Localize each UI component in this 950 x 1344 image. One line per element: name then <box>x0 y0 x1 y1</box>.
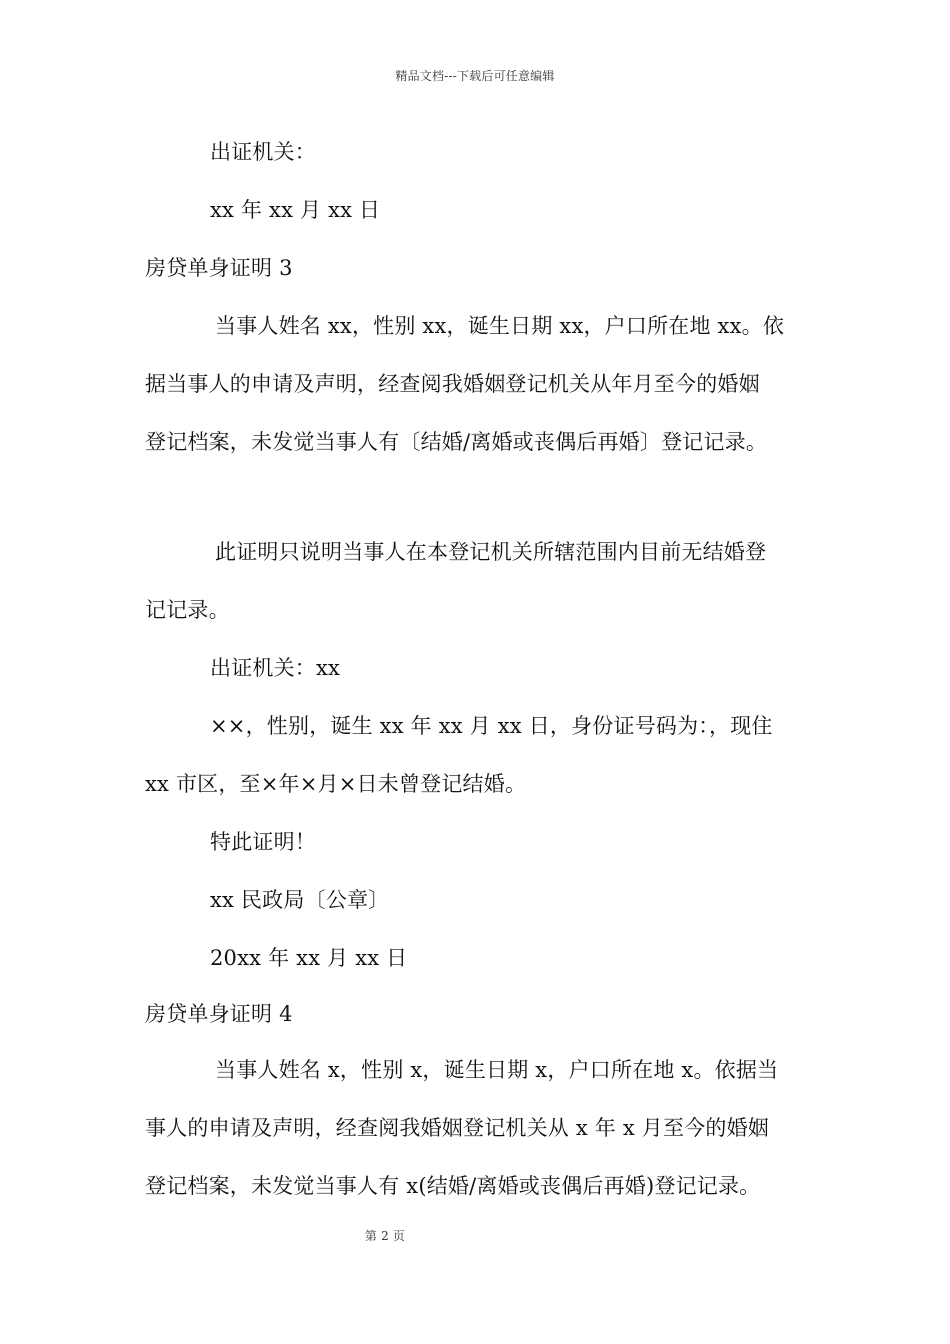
bureau-line: xx 民政局〔公章〕 <box>210 888 390 912</box>
date-line-2: 20xx 年 xx 月 xx 日 <box>210 946 408 970</box>
paragraph-1-line-1: 当事人姓名 xx，性别 xx，诞生日期 xx，户口所在地 xx。依 <box>215 314 785 338</box>
paragraph-4-line-1: 当事人姓名 x，性别 x，诞生日期 x，户口所在地 x。依据当 <box>215 1058 779 1082</box>
paragraph-4-line-3: 登记档案，未发觉当事人有 x(结婚/离婚或丧偶后再婚)登记记录。 <box>145 1174 761 1198</box>
page-header: 精品文档---下载后可任意编辑 <box>395 69 555 83</box>
paragraph-4-line-2: 事人的申请及声明，经查阅我婚姻登记机关从 x 年 x 月至今的婚姻 <box>145 1116 769 1140</box>
issuer-label: 出证机关： <box>210 140 316 164</box>
certify-line: 特此证明！ <box>210 830 316 854</box>
date-line: xx 年 xx 月 xx 日 <box>210 198 381 222</box>
section-title-3: 房贷单身证明 3 <box>145 256 293 280</box>
page-number: 第 2 页 <box>364 1229 406 1243</box>
paragraph-1-line-3: 登记档案，未发觉当事人有〔结婚/离婚或丧偶后再婚〕登记记录。 <box>145 430 768 454</box>
paragraph-2-line-1: 此证明只说明当事人在本登记机关所辖范围内目前无结婚登 <box>215 540 767 564</box>
paragraph-1-line-2: 据当事人的申请及声明，经查阅我婚姻登记机关从年月至今的婚姻 <box>145 372 760 396</box>
paragraph-3-line-1: ××，性别，诞生 xx 年 xx 月 xx 日，身份证号码为：，现住 <box>210 714 773 738</box>
paragraph-3-line-2: xx 市区，至×年×月×日未曾登记结婚。 <box>145 772 527 796</box>
section-title-4: 房贷单身证明 4 <box>145 1002 293 1026</box>
paragraph-2-line-2: 记记录。 <box>145 598 230 622</box>
issuer-line: 出证机关：xx <box>210 656 341 680</box>
